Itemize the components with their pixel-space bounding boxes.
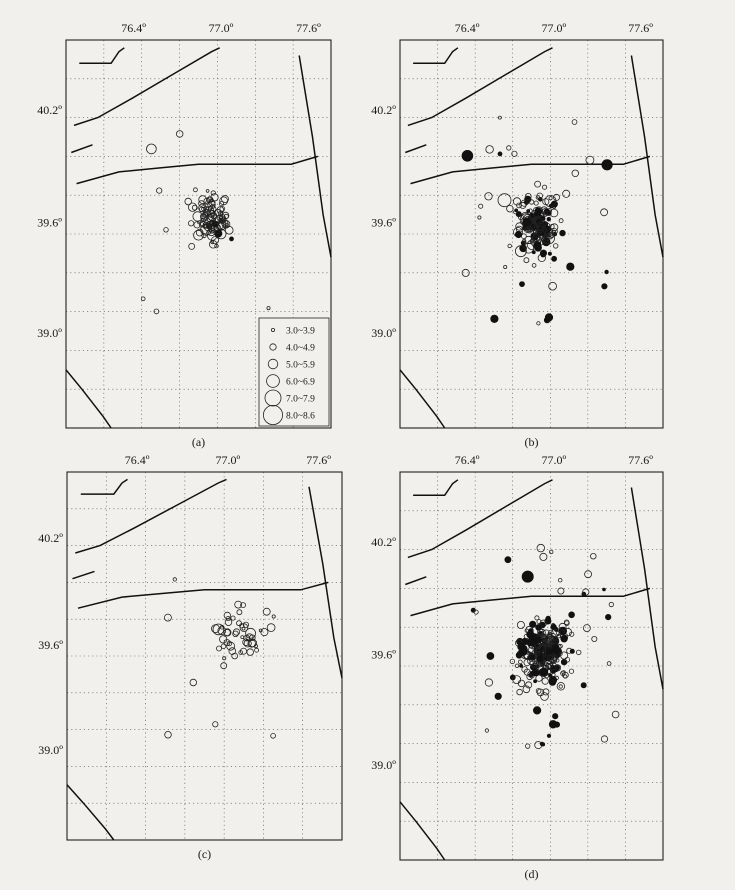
earthquake-epicenter	[533, 707, 541, 715]
latitude-tick-label: 39.0º	[371, 757, 396, 772]
earthquake-epicenter	[529, 621, 536, 628]
earthquake-epicenter	[607, 662, 611, 666]
latitude-tick-label: 39.0º	[371, 325, 396, 340]
longitude-tick-label: 77.0º	[208, 21, 234, 35]
fault-line	[79, 48, 124, 64]
earthquake-epicenter	[540, 553, 547, 560]
earthquake-epicenter	[220, 636, 227, 643]
earthquake-epicenter	[261, 629, 268, 636]
fault-line	[71, 145, 92, 153]
earthquake-epicenter	[516, 223, 523, 230]
map-panel-b	[368, 8, 673, 458]
earthquake-epicenter	[569, 612, 575, 618]
earthquake-epicenter	[583, 625, 590, 632]
longitude-tick-label: 76.4º	[121, 21, 146, 35]
earthquake-epicenter	[534, 201, 538, 205]
earthquake-epicenter	[165, 731, 172, 738]
earthquake-epicenter	[552, 256, 557, 261]
earthquake-epicenter	[542, 678, 548, 684]
legend-label: 4.0~4.9	[286, 343, 315, 354]
earthquake-epicenter	[537, 322, 540, 325]
earthquake-epicenter	[173, 578, 176, 581]
longitude-tick-label: 77.6º	[296, 21, 321, 35]
earthquake-epicenter	[508, 244, 512, 248]
earthquake-epicenters	[462, 116, 613, 325]
longitude-tick-label: 76.4º	[454, 21, 480, 35]
earthquake-epicenter	[188, 221, 193, 226]
earthquake-epicenter	[507, 146, 511, 150]
earthquake-epicenter	[541, 693, 549, 701]
map-panel-d	[368, 440, 673, 890]
earthquake-epicenter	[225, 226, 233, 234]
earthquake-epicenter	[485, 729, 488, 732]
longitude-tick-label: 77.6º	[628, 453, 654, 467]
latitude-tick-label: 39.6º	[371, 647, 396, 662]
earthquake-epicenter	[576, 650, 581, 655]
earthquake-epicenter	[486, 146, 494, 154]
earthquake-epicenter	[560, 230, 566, 236]
earthquake-epicenter	[526, 744, 530, 748]
fault-line	[309, 487, 342, 678]
earthquake-epicenter	[572, 120, 577, 125]
earthquake-epicenter	[540, 742, 544, 746]
legend-label: 3.0~3.9	[286, 326, 315, 337]
earthquake-epicenter	[570, 649, 574, 653]
latitude-tick-label: 39.6º	[371, 215, 396, 230]
graticule-grid	[67, 472, 342, 840]
earthquake-epicenter	[549, 550, 553, 554]
earthquake-epicenters	[141, 131, 270, 314]
earthquake-epicenter	[247, 649, 254, 656]
earthquake-epicenter	[602, 160, 613, 171]
earthquake-epicenter	[241, 636, 244, 639]
earthquake-epicenter	[229, 237, 233, 241]
earthquake-epicenter	[478, 216, 481, 219]
panel-caption: (c)	[197, 847, 212, 861]
earthquake-epicenter	[221, 663, 227, 669]
legend-label: 8.0~8.6	[286, 411, 315, 422]
earthquake-epicenter	[267, 307, 270, 310]
earthquake-epicenter	[537, 544, 545, 552]
earthquake-epicenter	[485, 193, 492, 200]
earthquake-epicenter	[545, 314, 553, 322]
earthquake-epicenter	[586, 156, 594, 164]
earthquake-epicenter	[520, 202, 526, 208]
earthquake-epicenter	[263, 608, 270, 615]
latitude-tick-label: 40.2º	[371, 534, 396, 549]
earthquake-epicenter	[237, 610, 242, 615]
earthquake-epicenter	[164, 614, 171, 621]
earthquake-epicenter	[240, 648, 246, 654]
earthquake-epicenter	[199, 196, 207, 204]
earthquake-epicenter	[271, 733, 276, 738]
latitude-tick-label: 40.2º	[37, 102, 62, 117]
earthquake-epicenter	[141, 297, 145, 301]
earthquake-epicenter	[221, 644, 226, 649]
earthquake-epicenter	[558, 588, 564, 594]
earthquake-epicenter	[517, 621, 524, 628]
earthquake-epicenter	[549, 282, 557, 290]
earthquake-epicenter	[515, 231, 522, 238]
earthquake-epicenter	[504, 265, 507, 268]
earthquake-epicenter	[547, 734, 551, 738]
latitude-tick-label: 39.6º	[37, 215, 62, 230]
earthquake-epicenter	[609, 602, 613, 606]
map-panel-a	[30, 8, 341, 458]
earthquake-epicenter	[164, 228, 169, 233]
earthquake-epicenter	[157, 188, 162, 193]
earthquake-epicenter	[540, 668, 547, 675]
earthquake-epicenter	[567, 263, 575, 271]
earthquake-epicenter	[518, 660, 522, 664]
fault-line	[299, 56, 331, 258]
earthquake-epicenter	[559, 219, 563, 223]
earthquake-epicenter	[176, 131, 183, 138]
fault-line	[77, 156, 318, 183]
earthquake-epicenter	[557, 683, 565, 691]
earthquake-epicenter	[535, 637, 542, 644]
fault-line	[67, 785, 114, 840]
earthquake-epicenter	[537, 656, 543, 662]
latitude-tick-label: 39.6º	[38, 637, 63, 652]
earthquake-epicenter	[519, 282, 524, 287]
earthquake-epicenter	[491, 315, 499, 323]
earthquake-epicenter	[547, 217, 551, 221]
earthquake-epicenter	[190, 679, 197, 686]
fault-line	[408, 480, 553, 558]
longitude-tick-label: 76.4º	[124, 453, 150, 467]
fault-line	[405, 145, 426, 153]
earthquake-epicenter	[462, 150, 473, 161]
earthquake-epicenter	[206, 190, 209, 193]
earthquake-epicenter	[505, 557, 511, 563]
latitude-tick-label: 39.0º	[37, 325, 62, 340]
earthquake-epicenter	[553, 244, 558, 249]
earthquake-epicenter	[267, 624, 275, 632]
fault-line	[400, 370, 445, 428]
earthquake-epicenter	[601, 736, 607, 742]
longitude-tick-label: 77.6º	[306, 453, 331, 467]
earthquake-epicenter	[554, 647, 560, 653]
earthquake-epicenter	[524, 258, 529, 263]
earthquake-epicenter	[217, 646, 222, 651]
earthquake-epicenter	[520, 664, 523, 667]
earthquake-epicenter	[572, 170, 579, 177]
earthquake-epicenter	[534, 680, 537, 683]
earthquake-epicenter	[531, 638, 534, 641]
earthquake-epicenter	[569, 669, 573, 673]
fault-line	[66, 370, 111, 428]
panel-caption: (a)	[191, 435, 206, 449]
earthquake-epicenter	[535, 181, 541, 187]
map-frame	[67, 472, 342, 840]
earthquake-epicenter	[272, 615, 275, 618]
fault-line	[413, 48, 458, 64]
earthquake-epicenter	[554, 722, 560, 728]
earthquake-epicenter	[189, 243, 195, 249]
longitude-tick-label: 77.6º	[628, 21, 654, 35]
legend-label: 6.0~6.9	[286, 377, 315, 388]
earthquake-epicenter	[548, 252, 551, 255]
panel-caption: (d)	[524, 867, 539, 881]
earthquake-epicenter	[532, 251, 535, 254]
earthquake-epicenters	[164, 578, 275, 738]
earthquake-epicenter	[517, 689, 523, 695]
earthquake-epicenter	[227, 642, 235, 650]
earthquake-epicenter	[231, 616, 235, 620]
legend-label: 5.0~5.9	[286, 360, 315, 371]
earthquake-epicenter	[543, 185, 547, 189]
earthquake-epicenter	[213, 722, 218, 727]
earthquake-epicenter	[552, 713, 558, 719]
earthquake-epicenter	[601, 209, 608, 216]
earthquake-epicenter	[498, 152, 502, 156]
earthquake-epicenter	[534, 212, 538, 216]
panel-caption: (b)	[524, 435, 539, 449]
fault-line	[75, 479, 226, 553]
latitude-tick-label: 39.0º	[38, 742, 63, 757]
earthquake-epicenter	[255, 648, 259, 652]
earthquake-epicenter	[523, 218, 531, 226]
earthquake-epicenter	[592, 636, 597, 641]
fault-line	[411, 588, 650, 615]
earthquake-epicenter	[532, 264, 536, 268]
fault-line	[411, 156, 650, 183]
fault-line	[74, 48, 220, 126]
earthquake-epicenter	[522, 571, 533, 582]
fault-line	[400, 802, 445, 860]
earthquake-epicenter	[563, 190, 570, 197]
earthquake-epicenter	[549, 197, 552, 200]
earthquake-epicenter	[605, 614, 611, 620]
earthquake-epicenters	[471, 544, 619, 748]
earthquake-epicenter	[518, 680, 525, 687]
earthquake-epicenter	[193, 188, 197, 192]
earthquake-epicenter	[559, 685, 562, 688]
earthquake-epicenter	[229, 648, 236, 655]
earthquake-epicenter	[612, 711, 619, 718]
legend-label: 7.0~7.9	[286, 394, 315, 405]
longitude-tick-label: 77.0º	[541, 453, 567, 467]
earthquake-epicenter	[479, 204, 483, 208]
earthquake-epicenter	[507, 205, 514, 212]
earthquake-epicenter	[487, 652, 494, 659]
earthquake-epicenter	[510, 659, 515, 664]
earthquake-epicenter	[237, 621, 242, 626]
earthquake-epicenter	[519, 647, 527, 655]
earthquake-epicenter	[561, 635, 568, 642]
latitude-tick-label: 40.2º	[371, 102, 396, 117]
magnitude-legend	[259, 318, 329, 426]
fault-line	[413, 480, 458, 496]
earthquake-epicenter	[602, 284, 608, 290]
latitude-tick-label: 40.2º	[38, 531, 63, 546]
longitude-tick-label: 77.0º	[215, 453, 241, 467]
map-panel-c	[30, 440, 352, 870]
earthquake-epicenter	[554, 665, 559, 670]
earthquake-epicenter	[603, 588, 606, 591]
earthquake-epicenter	[147, 144, 157, 154]
earthquake-epicenter	[605, 270, 609, 274]
fault-line	[408, 48, 553, 126]
earthquake-epicenter	[185, 198, 192, 205]
fault-line	[81, 479, 128, 494]
earthquake-epicenter	[233, 629, 239, 635]
fault-line	[78, 582, 328, 608]
longitude-tick-label: 77.0º	[541, 21, 567, 35]
longitude-tick-label: 76.4º	[454, 453, 480, 467]
earthquake-epicenter	[540, 250, 546, 256]
earthquake-epicenter	[591, 553, 597, 559]
earthquake-epicenter	[558, 578, 562, 582]
fault-line	[405, 577, 426, 585]
earthquake-epicenter	[485, 679, 492, 686]
earthquake-epicenter	[550, 677, 557, 684]
earthquake-epicenter	[495, 693, 502, 700]
earthquake-epicenter	[546, 649, 550, 653]
earthquake-epicenter	[498, 194, 511, 207]
earthquake-epicenter	[534, 241, 542, 249]
earthquake-epicenter	[581, 683, 586, 688]
earthquake-epicenter	[585, 571, 592, 578]
fault-line	[73, 571, 95, 578]
